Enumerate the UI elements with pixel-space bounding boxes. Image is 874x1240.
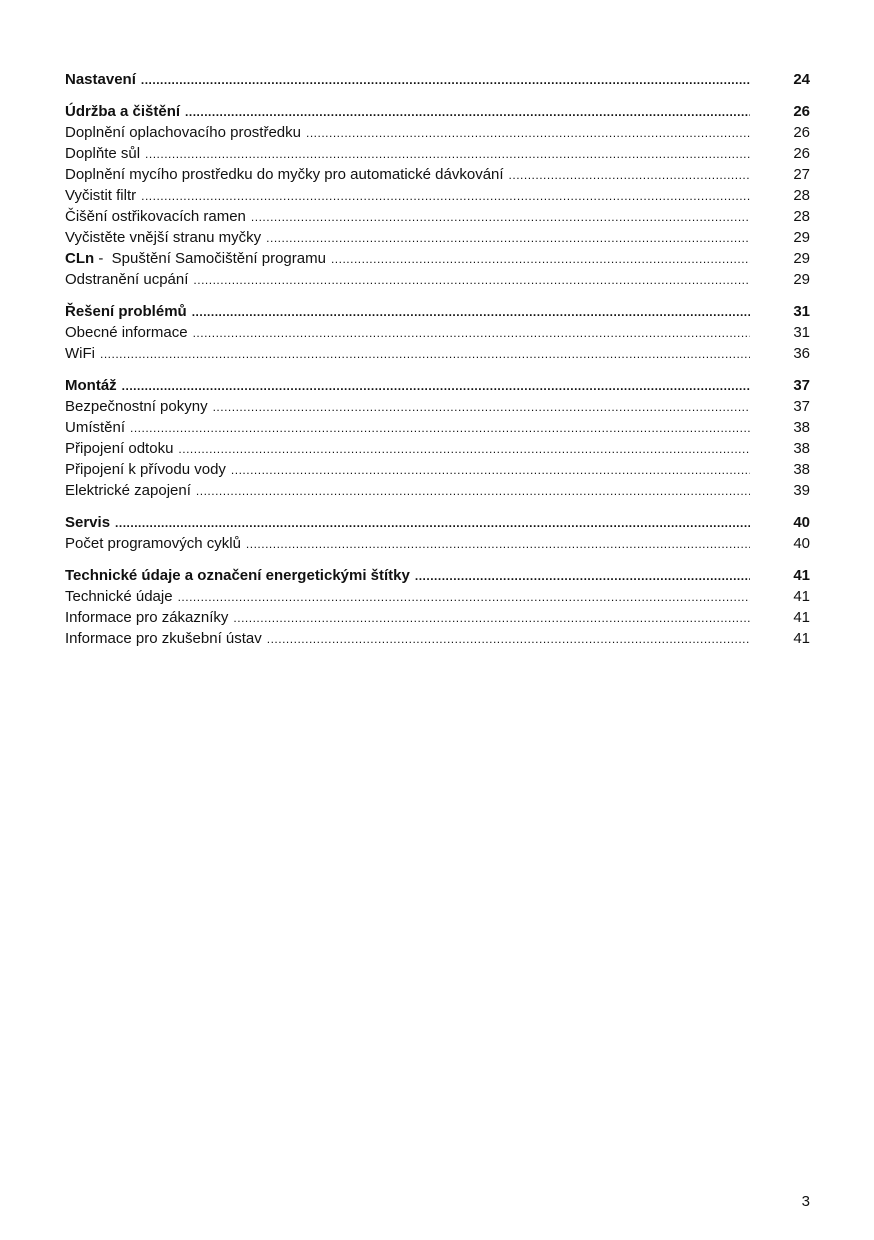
toc-dot-leader	[130, 418, 750, 439]
toc-dot-leader	[213, 397, 750, 418]
toc-entry-title-wrap	[65, 396, 750, 418]
toc-entry-title-wrap	[65, 512, 750, 534]
toc-dot-leader	[231, 460, 750, 481]
toc-entry-title: Obecné informace	[65, 324, 188, 341]
toc-entry-page: 41	[793, 609, 810, 626]
toc-entry-page: 41	[793, 567, 810, 584]
toc-heading[interactable]	[65, 69, 810, 90]
toc-entry-page: 31	[793, 303, 810, 320]
toc-entry-title-wrap	[65, 438, 750, 460]
toc-entry-title: Umístění	[65, 419, 126, 436]
toc-entry-page: 29	[793, 250, 810, 267]
toc-entry-title-wrap	[65, 417, 750, 439]
toc-dot-leader	[246, 534, 750, 555]
toc-entry-title-wrap	[65, 607, 750, 629]
toc-dot-leader	[178, 587, 750, 608]
toc-entry-title: Doplnění mycího prostředku do myčky pro automatické dávkování	[65, 166, 504, 183]
toc-dot-leader	[141, 70, 750, 91]
toc-dot-leader	[509, 165, 750, 186]
toc-dot-leader	[192, 302, 750, 323]
toc-dot-leader	[331, 249, 750, 270]
toc-entry[interactable]	[65, 227, 810, 248]
toc-entry-page: 36	[793, 345, 810, 362]
toc-section	[65, 375, 810, 501]
toc-entry[interactable]	[65, 164, 810, 185]
toc-section	[65, 565, 810, 649]
toc-dot-leader	[251, 207, 750, 228]
toc-entry-title-wrap	[65, 185, 750, 207]
toc-heading[interactable]	[65, 301, 810, 322]
toc-entry-title-text: - Spuštění Samočištění programu	[94, 250, 326, 267]
toc-entry-title: Čišění ostřikovacích ramen	[65, 208, 246, 225]
toc-entry-title: WiFi	[65, 345, 95, 362]
toc-entry[interactable]	[65, 269, 810, 290]
toc-entry[interactable]	[65, 322, 810, 343]
toc-entry-title-wrap	[65, 143, 750, 165]
toc-entry-title: Vyčistěte vnější stranu myčky	[65, 229, 262, 246]
toc-entry-page: 40	[793, 514, 810, 531]
toc-entry-title: Nastavení	[65, 71, 136, 88]
toc-entry[interactable]	[65, 143, 810, 164]
toc-entry-title-wrap	[65, 248, 750, 270]
toc-entry-title: Elektrické zapojení	[65, 482, 191, 499]
toc-entry-page: 38	[793, 419, 810, 436]
toc-entry-title: Počet programových cyklů	[65, 535, 241, 552]
toc-entry-page: 29	[793, 229, 810, 246]
toc-entry[interactable]	[65, 533, 810, 554]
toc-entry-title-wrap	[65, 164, 750, 186]
toc-dot-leader	[267, 629, 750, 650]
toc-entry-title: Doplnění oplachovacího prostředku	[65, 124, 301, 141]
toc-entry-page: 37	[793, 398, 810, 415]
toc-entry-title-wrap	[65, 227, 750, 249]
toc-entry-page: 28	[793, 187, 810, 204]
toc-entry-title: Připojení k přívodu vody	[65, 461, 226, 478]
toc-entry-title: Bezpečnostní pokyny	[65, 398, 208, 415]
toc-entry-page: 24	[793, 71, 810, 88]
toc-heading[interactable]	[65, 101, 810, 122]
toc-entry[interactable]	[65, 628, 810, 649]
toc-entry-title: Informace pro zkušební ústav	[65, 630, 262, 647]
toc-entry-title: Řešení problémů	[65, 303, 187, 320]
toc-section	[65, 101, 810, 290]
toc-entry-title: Technické údaje	[65, 588, 173, 605]
toc-entry-title: Servis	[65, 514, 111, 531]
toc-dot-leader	[193, 270, 750, 291]
toc-entry[interactable]	[65, 480, 810, 501]
toc-entry-title: Informace pro zákazníky	[65, 609, 229, 626]
toc-heading[interactable]	[65, 565, 810, 586]
toc-entry[interactable]	[65, 122, 810, 143]
table-of-contents	[65, 69, 810, 660]
toc-entry-page: 39	[793, 482, 810, 499]
toc-section	[65, 512, 810, 554]
toc-entry-title: Připojení odtoku	[65, 440, 174, 457]
toc-entry-title: Doplňte sůl	[65, 145, 141, 162]
toc-entry-page: 38	[793, 461, 810, 478]
toc-entry-title-wrap	[65, 480, 750, 502]
toc-entry[interactable]	[65, 185, 810, 206]
toc-entry-title-wrap	[65, 628, 750, 650]
toc-dot-leader	[115, 513, 750, 534]
toc-heading[interactable]	[65, 512, 810, 533]
toc-entry-title-wrap	[65, 565, 750, 587]
toc-entry-title: Údržba a čištění	[65, 103, 181, 120]
toc-entry[interactable]	[65, 206, 810, 227]
toc-entry-title-wrap	[65, 301, 750, 323]
toc-entry-title-wrap	[65, 206, 750, 228]
toc-entry[interactable]	[65, 417, 810, 438]
toc-section	[65, 301, 810, 364]
toc-dot-leader	[122, 376, 750, 397]
toc-entry-title: Technické údaje a označení energetickými štítky	[65, 567, 410, 584]
toc-entry-page: 26	[793, 145, 810, 162]
toc-dot-leader	[193, 323, 750, 344]
toc-entry-page: 41	[793, 588, 810, 605]
toc-entry-page: 40	[793, 535, 810, 552]
toc-entry-page: 28	[793, 208, 810, 225]
toc-entry-title-wrap	[65, 101, 750, 123]
toc-section	[65, 69, 810, 90]
toc-entry[interactable]	[65, 343, 810, 364]
toc-entry-title: Vyčistit filtr	[65, 187, 137, 204]
toc-entry-page: 38	[793, 440, 810, 457]
toc-entry-page: 37	[793, 377, 810, 394]
toc-entry-title-wrap	[65, 533, 750, 555]
toc-entry-title-wrap	[65, 586, 750, 608]
toc-entry-page: 29	[793, 271, 810, 288]
toc-entry[interactable]	[65, 459, 810, 480]
toc-entry-title: Montáž	[65, 377, 117, 394]
toc-entry-title-wrap	[65, 269, 750, 291]
toc-entry[interactable]	[65, 607, 810, 628]
toc-dot-leader	[100, 344, 750, 365]
toc-entry[interactable]	[65, 586, 810, 607]
toc-entry-title: Odstranění ucpání	[65, 271, 189, 288]
toc-dot-leader	[306, 123, 750, 144]
toc-entry[interactable]	[65, 438, 810, 459]
toc-entry-page: 26	[793, 103, 810, 120]
toc-entry-title	[65, 248, 326, 269]
toc-entry-title-wrap	[65, 69, 750, 91]
toc-entry-title-wrap	[65, 459, 750, 481]
toc-entry[interactable]	[65, 248, 810, 269]
toc-dot-leader	[185, 102, 750, 123]
toc-entry-page: 27	[793, 166, 810, 183]
toc-dot-leader	[145, 144, 750, 165]
toc-heading[interactable]	[65, 375, 810, 396]
page-number: 3	[801, 1193, 810, 1210]
toc-entry-title-wrap	[65, 375, 750, 397]
toc-dot-leader	[141, 186, 750, 207]
toc-entry-code: CLn	[65, 250, 95, 267]
toc-dot-leader	[233, 608, 750, 629]
toc-entry-title-wrap	[65, 322, 750, 344]
toc-dot-leader	[266, 228, 750, 249]
toc-entry-title-wrap	[65, 122, 750, 144]
toc-entry-page: 41	[793, 630, 810, 647]
toc-entry-title-wrap	[65, 343, 750, 365]
toc-entry-page: 26	[793, 124, 810, 141]
toc-entry-page: 31	[793, 324, 810, 341]
toc-entry[interactable]	[65, 396, 810, 417]
toc-dot-leader	[196, 481, 750, 502]
toc-dot-leader	[178, 439, 750, 460]
toc-dot-leader	[415, 566, 750, 587]
